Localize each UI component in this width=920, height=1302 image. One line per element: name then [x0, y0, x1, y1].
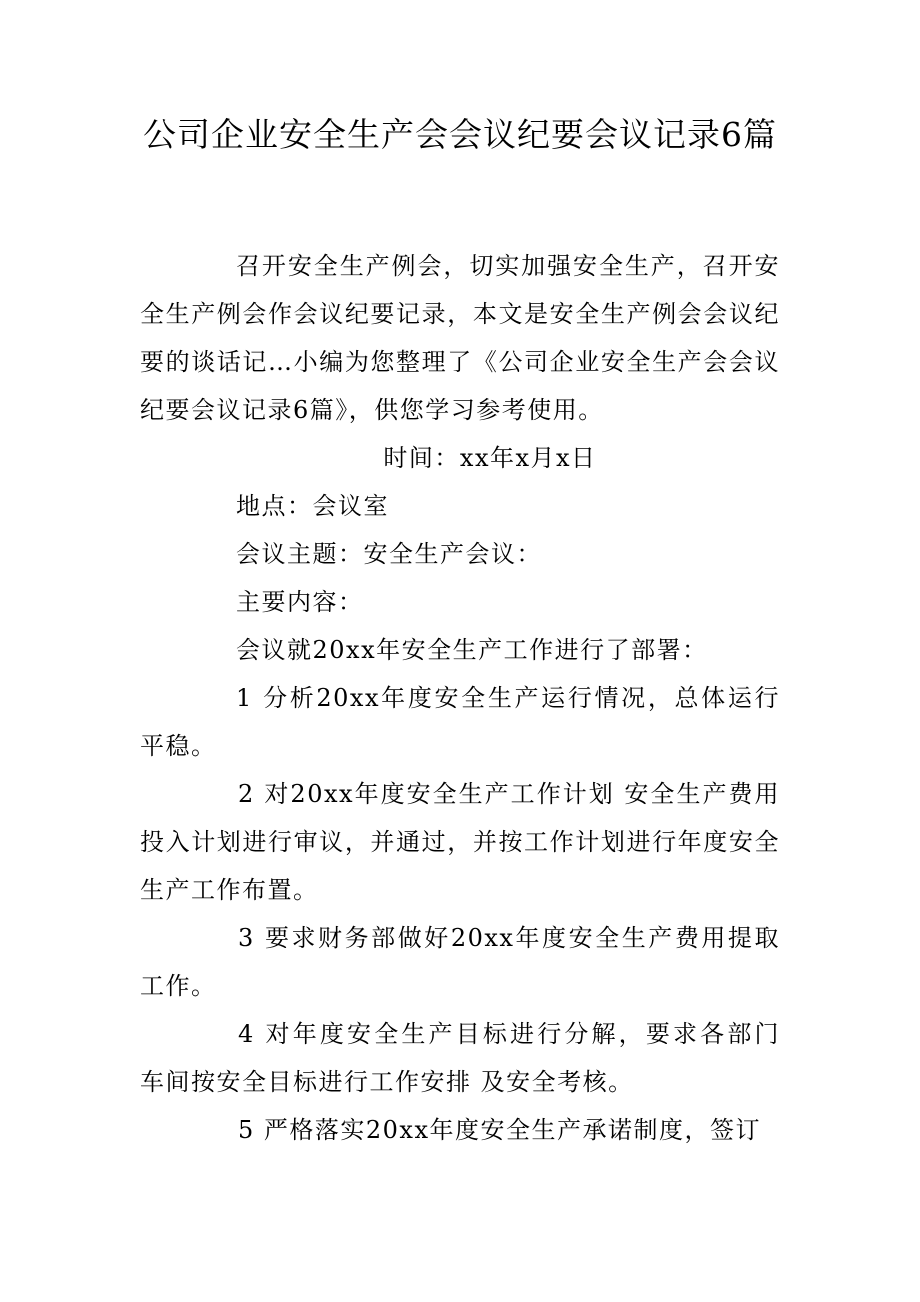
main-content-label: 主要内容： [236, 588, 364, 616]
intro-paragraph: 召开安全生产例会，切实加强安全生产，召开安全生产例会作会议纪要记录，本文是安全生产例会会议纪要的谈话记…小编为您整理了《公司企业安全生产会会议纪要会议记录6篇》，供您学习参考使用。 [140, 252, 780, 424]
document-title: 公司企业安全生产会会议纪要会议记录6篇 [143, 115, 777, 154]
list-item-1: 1 分析20xx年度安全生产运行情况，总体运行平稳。 [140, 684, 780, 760]
meeting-place: 地点：会议室 [236, 492, 389, 520]
meeting-time: 时间：xx年x月x日 [383, 444, 597, 472]
list-item-5: 5 严格落实20xx年度安全生产承诺制度，签订 [238, 1116, 762, 1144]
meeting-topic: 会议主题：安全生产会议： [236, 540, 542, 568]
list-item-3: 3 要求财务部做好20xx年度安全生产费用提取工作。 [140, 924, 780, 1000]
list-item-2: 2 对20xx年度安全生产工作计划 安全生产费用投入计划进行审议，并通过，并按工作计划进行年度安全生产工作布置。 [140, 780, 780, 904]
list-item-4: 4 对年度安全生产目标进行分解，要求各部门 车间按安全目标进行工作安排 及安全考核。 [140, 1020, 780, 1096]
deployment-paragraph: 会议就20xx年安全生产工作进行了部署： [236, 636, 708, 664]
document-body [140, 242, 780, 1154]
